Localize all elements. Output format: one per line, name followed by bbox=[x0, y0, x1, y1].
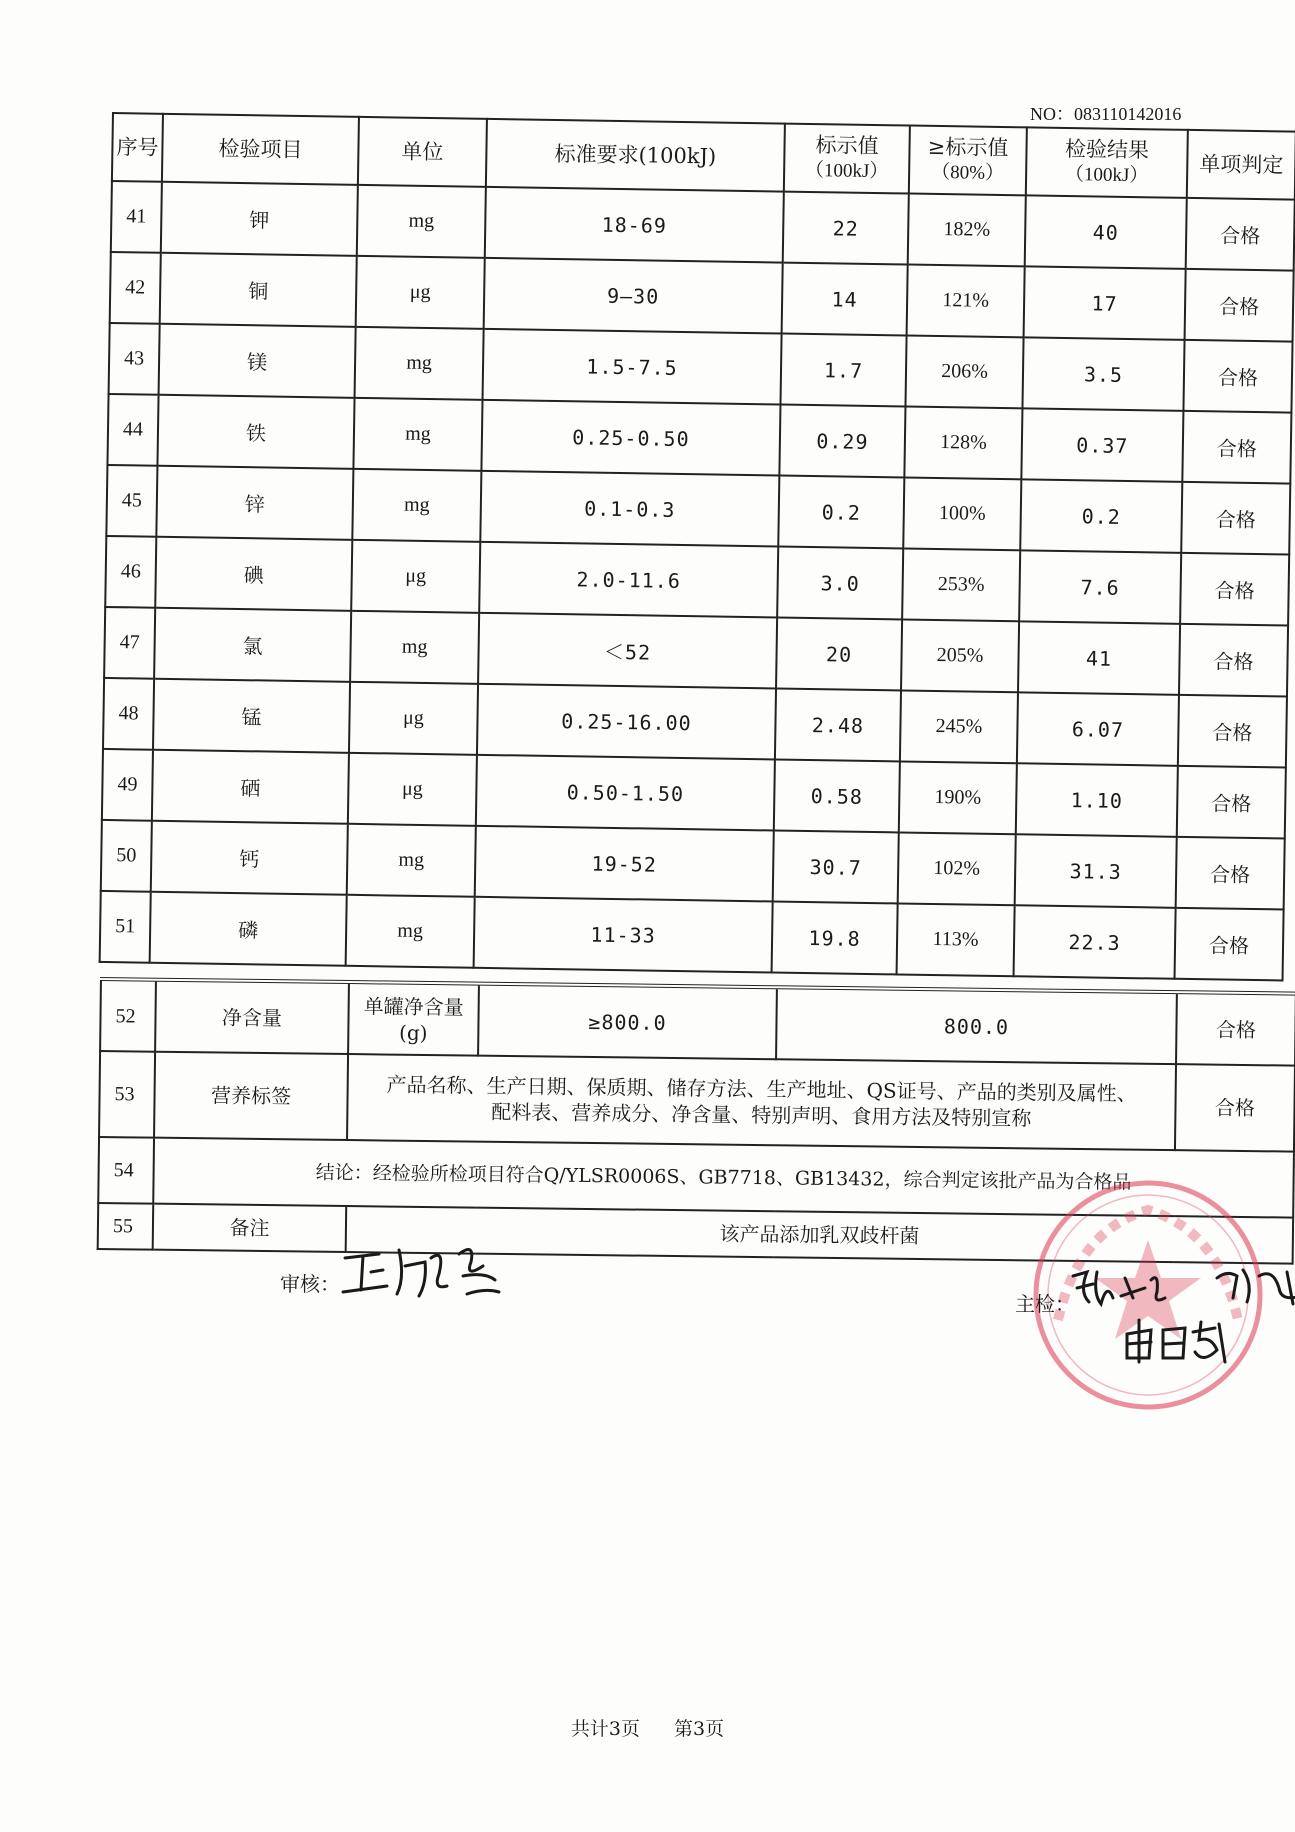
row-judgement: 合格 bbox=[1186, 198, 1295, 271]
row-label-value: 2.48 bbox=[775, 689, 901, 762]
row-item: 镁 bbox=[159, 324, 356, 398]
row-label-value: 1.7 bbox=[780, 334, 906, 407]
row-seq: 43 bbox=[109, 323, 160, 395]
inspector-label: 主检： bbox=[1015, 1292, 1075, 1316]
current-page: 第3页 bbox=[674, 1718, 725, 1740]
row-standard: 0.1-0.3 bbox=[480, 471, 779, 547]
conclusion: 结论：经检验所检项目符合Q/YLSR0006S、GB7718、GB13432，综合判定该批产品为合格品 bbox=[153, 1138, 1294, 1218]
row-judgement: 合格 bbox=[1185, 269, 1294, 342]
row-judgement: 合格 bbox=[1179, 624, 1288, 697]
table-row-53 bbox=[99, 1051, 1295, 1152]
row-seq: 44 bbox=[107, 394, 158, 466]
row-label-value: 22 bbox=[783, 192, 909, 265]
row-unit: mg bbox=[357, 185, 486, 258]
row-result: 40 bbox=[1025, 195, 1187, 269]
row-result: 17 bbox=[1024, 266, 1186, 340]
row-judgement: 合格 bbox=[1180, 553, 1289, 626]
row-result: 6.07 bbox=[1017, 692, 1179, 766]
row-unit: mg bbox=[347, 824, 476, 897]
row-standard: 0.25-0.50 bbox=[481, 400, 780, 476]
row-ge-percent: 182% bbox=[908, 194, 1026, 267]
total-pages: 共计3页 bbox=[570, 1718, 640, 1740]
row-ge-percent: 190% bbox=[899, 761, 1017, 834]
row-judgement: 合格 bbox=[1176, 837, 1285, 910]
row-unit: mg bbox=[346, 895, 475, 968]
row-item: 营养标签 bbox=[154, 1052, 348, 1140]
remark: 该产品添加乳双歧杆菌 bbox=[346, 1206, 1293, 1264]
row-item: 钾 bbox=[161, 182, 358, 256]
row-unit: mg bbox=[350, 611, 479, 684]
row-ge-percent: 245% bbox=[900, 690, 1018, 763]
row-ge-percent: 128% bbox=[904, 406, 1022, 479]
row-ge-percent: 102% bbox=[898, 832, 1016, 905]
row-item: 净含量 bbox=[155, 980, 349, 1054]
row-label-value: 20 bbox=[776, 618, 902, 691]
row-standard: 0.25-16.00 bbox=[477, 684, 776, 760]
row-label-value: 14 bbox=[782, 263, 908, 336]
row-seq: 46 bbox=[105, 536, 156, 608]
row-standard: 11-33 bbox=[474, 897, 773, 973]
header-label-value: 标示值 （100kJ） bbox=[784, 124, 910, 194]
inspector-block bbox=[1015, 1288, 1075, 1317]
row-result: 22.3 bbox=[1014, 905, 1176, 979]
row-item: 锌 bbox=[156, 466, 353, 540]
row-standard: 2.0-11.6 bbox=[479, 542, 778, 618]
row-judgement: 合格 bbox=[1175, 1064, 1295, 1151]
row-seq: 47 bbox=[104, 607, 155, 679]
row-result: 41 bbox=[1018, 621, 1180, 695]
report-number: NO：083110142016 bbox=[1030, 104, 1182, 124]
row-ge-percent: 206% bbox=[905, 336, 1023, 409]
row-seq: 41 bbox=[111, 181, 162, 253]
row-judgement: 合格 bbox=[1177, 766, 1286, 839]
row-seq: 42 bbox=[110, 252, 161, 324]
row-item: 铜 bbox=[160, 253, 357, 327]
row-standard: ≥800.0 bbox=[478, 984, 777, 1060]
row-seq: 49 bbox=[102, 749, 153, 821]
row-seq: 48 bbox=[103, 678, 154, 750]
row-result: 7.6 bbox=[1019, 550, 1181, 624]
row-judgement: 合格 bbox=[1175, 908, 1284, 981]
row-unit: μg bbox=[348, 753, 477, 826]
reviewer-label: 审核： bbox=[280, 1272, 340, 1296]
row-result: 0.37 bbox=[1021, 408, 1183, 482]
inspection-table bbox=[99, 112, 1295, 982]
inspector-signature bbox=[1067, 1258, 1295, 1368]
row-label-value: 0.2 bbox=[778, 476, 904, 549]
row-standard: 1.5-7.5 bbox=[483, 329, 782, 405]
row-unit: mg bbox=[352, 469, 481, 542]
row-label-value: 30.7 bbox=[773, 830, 899, 903]
row-result: 0.2 bbox=[1020, 479, 1182, 553]
row-ge-percent: 205% bbox=[901, 619, 1019, 692]
row-standard: 0.50-1.50 bbox=[476, 755, 775, 831]
row-unit: mg bbox=[353, 398, 482, 471]
row-ge-percent: 253% bbox=[902, 548, 1020, 621]
row-seq: 52 bbox=[100, 979, 156, 1052]
row-judgement: 合格 bbox=[1176, 992, 1295, 1065]
row-result: 3.5 bbox=[1022, 337, 1184, 411]
header-item: 检验项目 bbox=[162, 114, 359, 185]
row-seq: 55 bbox=[98, 1203, 154, 1250]
row-standard: ＜52 bbox=[478, 613, 777, 689]
row-seq: 53 bbox=[99, 1051, 155, 1138]
header-result: 检验结果 （100kJ） bbox=[1026, 127, 1188, 198]
row-result: 31.3 bbox=[1015, 834, 1177, 908]
row-ge-percent: 113% bbox=[897, 903, 1015, 976]
row-standard: 18-69 bbox=[485, 187, 784, 263]
reviewer-signature bbox=[335, 1236, 505, 1306]
header-judgement: 单项判定 bbox=[1187, 130, 1295, 200]
row-label-value: 3.0 bbox=[777, 547, 903, 620]
row-item: 备注 bbox=[153, 1204, 347, 1252]
row-item: 铁 bbox=[157, 395, 354, 469]
row-unit: μg bbox=[351, 540, 480, 613]
row-item: 锰 bbox=[153, 679, 350, 753]
reviewer-block bbox=[280, 1268, 340, 1297]
header-unit: 单位 bbox=[358, 117, 487, 187]
row-result: 1.10 bbox=[1016, 763, 1178, 837]
row-item: 硒 bbox=[152, 750, 349, 824]
row-ge-percent: 121% bbox=[907, 265, 1025, 338]
row-seq: 50 bbox=[101, 820, 152, 892]
header-seq: 序号 bbox=[112, 113, 163, 182]
row-label-value: 19.8 bbox=[772, 901, 898, 974]
row-item: 氯 bbox=[154, 608, 351, 682]
row-result: 800.0 bbox=[776, 987, 1177, 1064]
row-seq: 54 bbox=[98, 1137, 154, 1204]
row-unit: mg bbox=[355, 327, 484, 400]
row-item: 碘 bbox=[155, 537, 352, 611]
row-judgement: 合格 bbox=[1178, 695, 1287, 768]
header-standard: 标准要求(100kJ) bbox=[486, 119, 785, 192]
row-label-value: 0.58 bbox=[774, 759, 900, 832]
row-item: 钙 bbox=[151, 821, 348, 895]
row-item: 磷 bbox=[150, 892, 347, 966]
row-judgement: 合格 bbox=[1181, 482, 1290, 555]
row-unit: μg bbox=[356, 256, 485, 329]
row-seq: 45 bbox=[106, 465, 157, 537]
row-unit: 单罐净含量 (g) bbox=[348, 982, 479, 1056]
row-unit: μg bbox=[349, 682, 478, 755]
row-standard: 9—30 bbox=[484, 258, 783, 334]
page-footer bbox=[0, 1714, 1295, 1741]
row-label-value: 0.29 bbox=[779, 405, 905, 478]
row-seq: 51 bbox=[100, 891, 151, 963]
row-judgement: 合格 bbox=[1183, 340, 1292, 413]
row-standard: 19-52 bbox=[475, 826, 774, 902]
row-ge-percent: 100% bbox=[903, 477, 1021, 550]
row-content: 产品名称、生产日期、保质期、储存方法、生产地址、QS证号、产品的类别及属性、 配料表、营养成分、净含量、特别声明、食用方法及特别宣称 bbox=[347, 1054, 1176, 1150]
header-ge-label: ≥标示值 （80%） bbox=[909, 126, 1027, 196]
row-judgement: 合格 bbox=[1182, 411, 1291, 484]
